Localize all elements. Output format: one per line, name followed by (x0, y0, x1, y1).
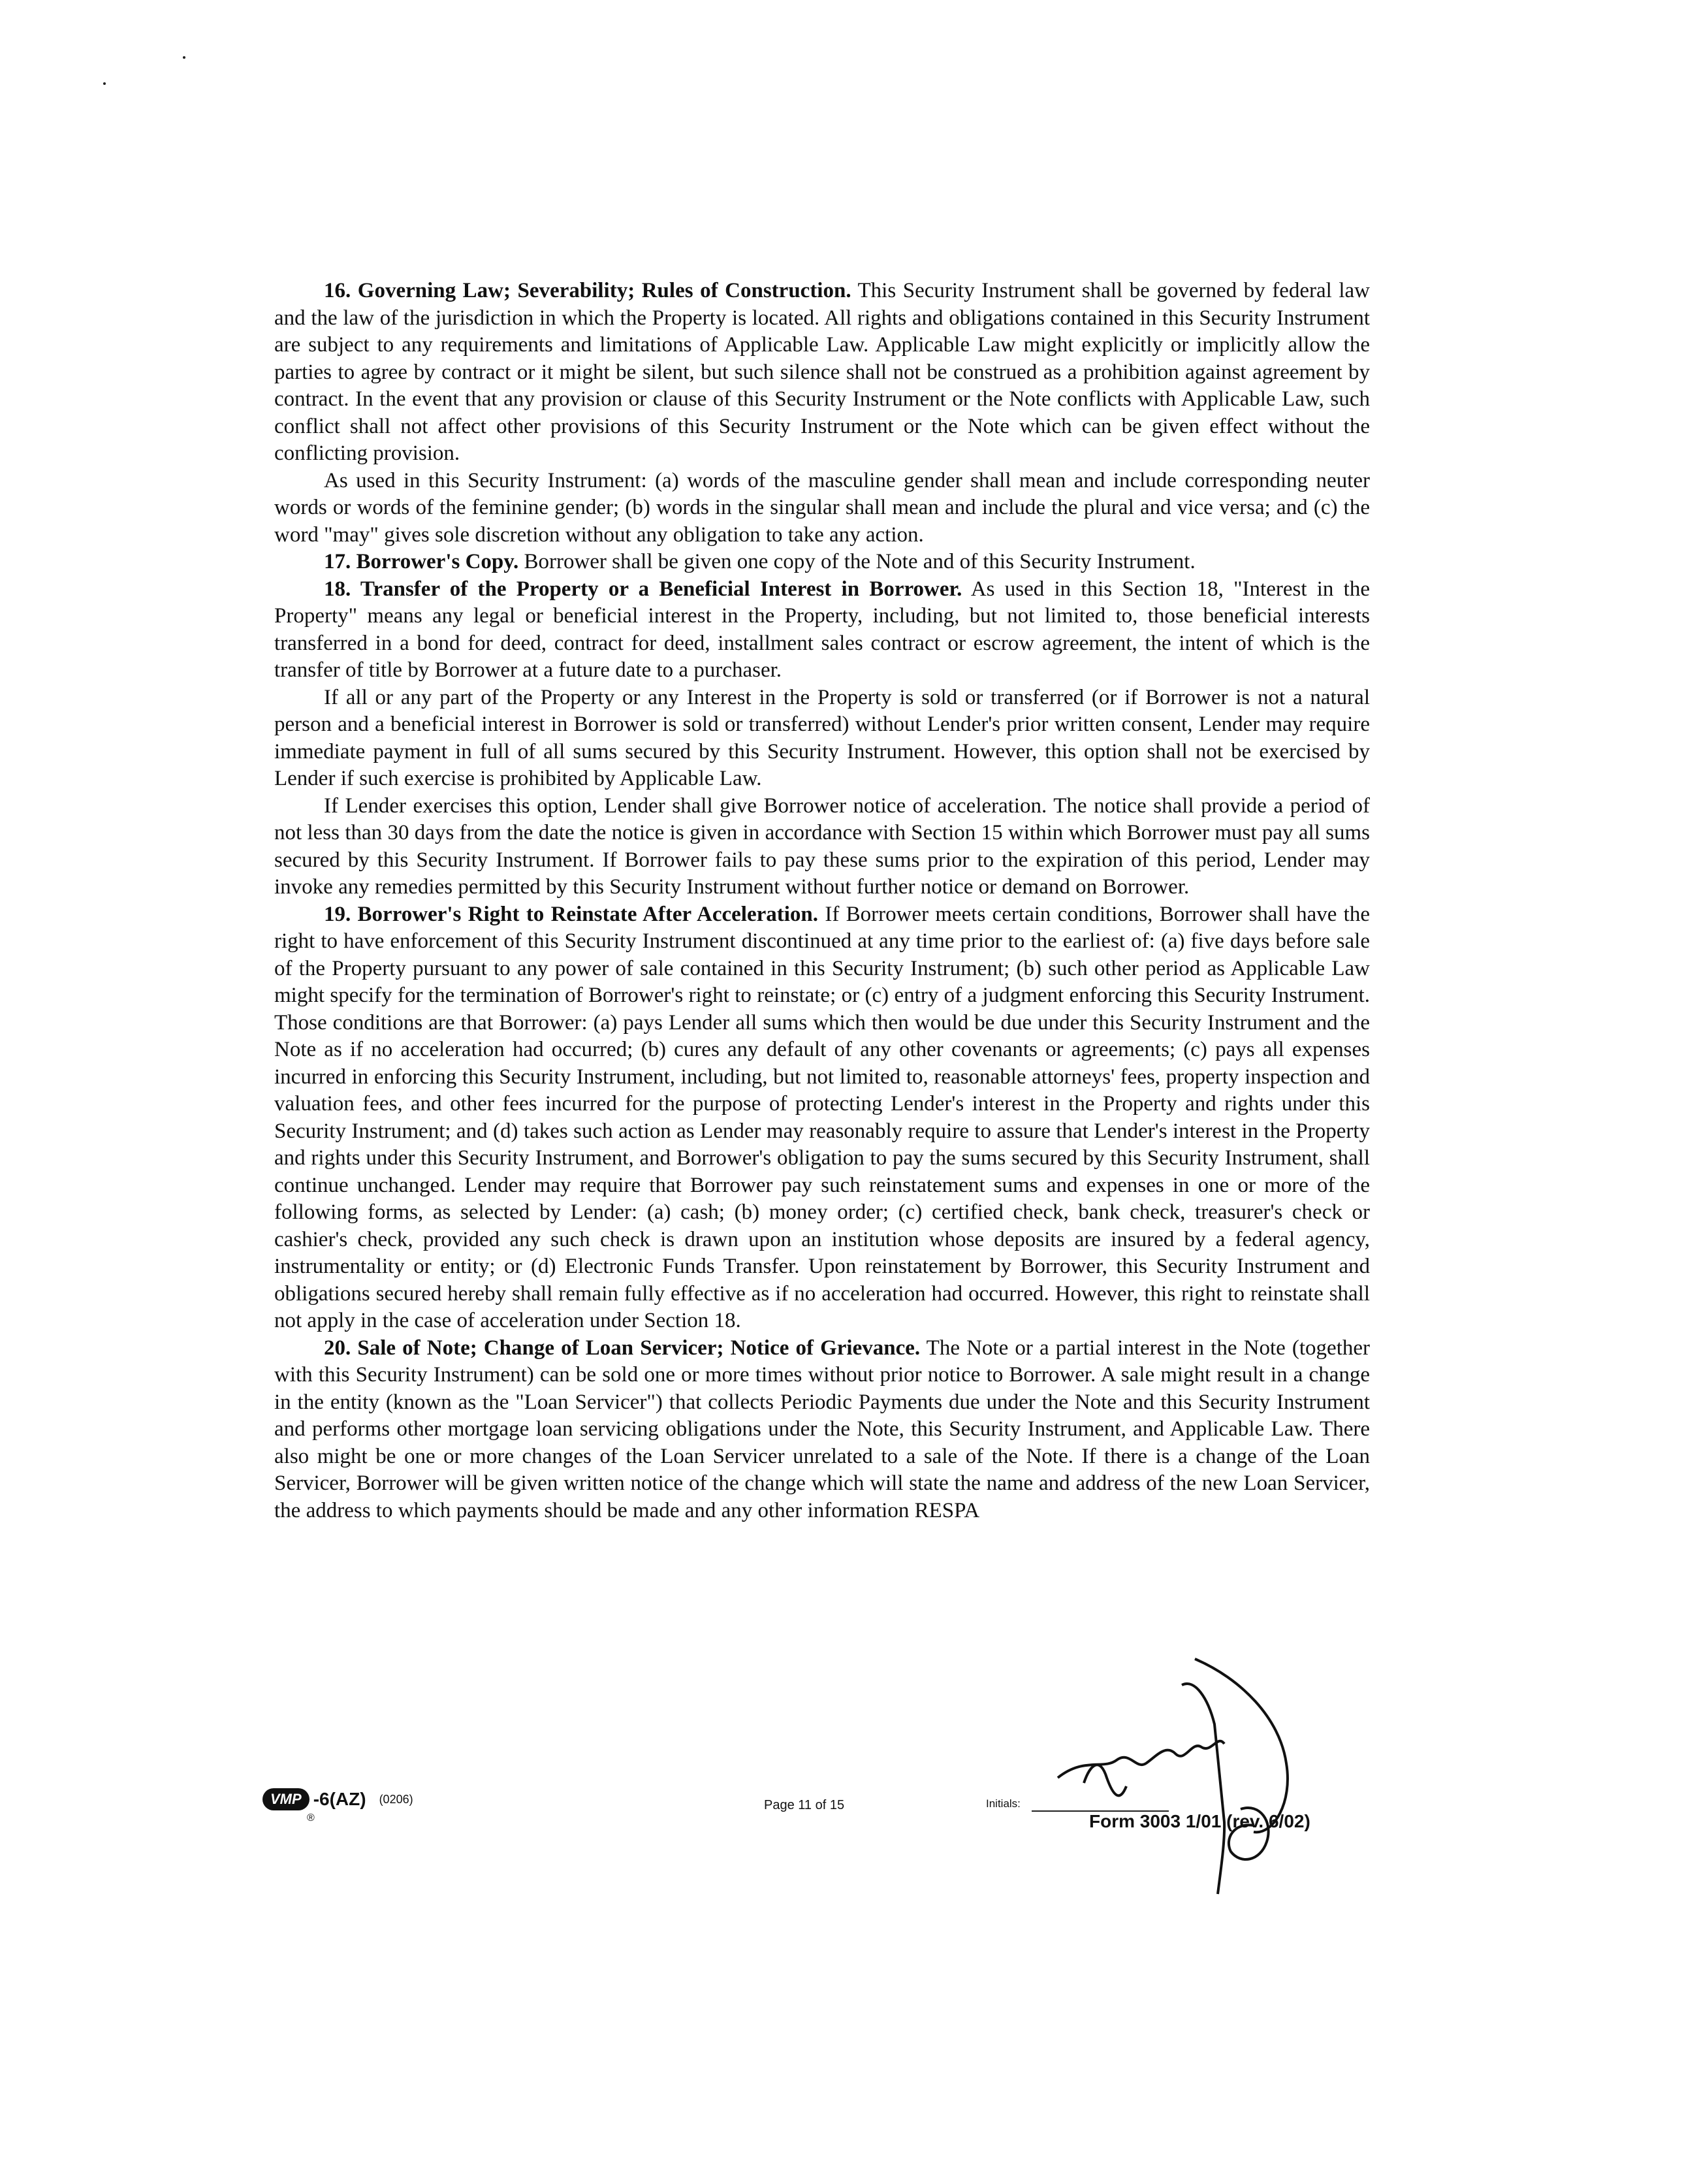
registered-mark-icon: ® (307, 1812, 315, 1823)
form-code: -6(AZ) (313, 1789, 366, 1809)
paragraph-text: If Borrower meets certain conditions, Borrower shall have the right to have enforcement of this Security Instrument discontinued at any time prior to the earliest of: (a) five days before sale of the Property pursuant to any power of sale contained in this Security Instrument; (b) such other period as Applicable Law might specify for the termination of Borrower's right to reinstate; or (c) entry of a judgment enforcing this Security Instrument. Those conditions are that Borrower: (a) pays Lender all sums which then would be due under this Security Instrument and the Note as if no acceleration had occurred; (b) cures any default of any other covenants or agreements; (c) pays all expenses incurred in enforcing this Security Instrument, including, but not limited to, reasonable attorneys' fees, property inspection and valuation fees, and other fees incurred for the purpose of protecting Lender's interest in the Property and rights under this Security Instrument; and (d) takes such action as Lender may reasonably require to assure that Lender's interest in the Property and rights under this Security Instrument, and Borrower's obligation to pay the sums secured by this Security Instrument, shall continue unchanged. Lender may require that Borrower pay such reinstatement sums and expenses in one or more of the following forms, as selected by Lender: (a) cash; (b) money order; (c) certified check, bank check, treasurer's check or cashier's check, provided any such check is drawn upon an institution whose deposits are insured by a federal agency, instrumentality or entity; or (d) Electronic Funds Transfer. Upon reinstatement by Borrower, this Security Instrument and obligations secured hereby shall remain fully effective as if no acceleration had occurred. However, this right to reinstate shall not apply in the case of acceleration under Section 18. (274, 902, 1370, 1332)
section-heading: 20. Sale of Note; Change of Loan Servicer; Notice of Grievance. (324, 1336, 921, 1360)
paragraph-text: As used in this Security Instrument: (a) words of the masculine gender shall mean and include corresponding neuter words or words of the feminine gender; (b) words in the singular shall mean and include the plural and vice versa; and (c) the word "may" gives sole discretion without any obligation to take any action. (274, 468, 1370, 547)
section-heading: 17. Borrower's Copy. (324, 550, 519, 573)
form-logo (262, 1788, 413, 1810)
section-heading: 18. Transfer of the Property or a Beneficial Interest in Borrower. (324, 577, 962, 601)
form-number: Form 3003 1/01 (rev. 6/02) (1089, 1811, 1310, 1831)
form-date: (0206) (379, 1792, 413, 1806)
paragraph-20 (274, 1335, 1370, 1525)
paragraph-16 (274, 278, 1370, 468)
paragraph-18 (274, 576, 1370, 684)
paragraph-16-construction (274, 468, 1370, 549)
paragraph-19 (274, 901, 1370, 1335)
page-number: Page 11 of 15 (764, 1798, 845, 1812)
paragraph-17 (274, 549, 1370, 576)
paragraph-text: As used in this Section 18, "Interest in the Property" means any legal or beneficial interest in the Property, including, but not limited to, those beneficial interests transferred in a bond for deed, contract for deed, installment sales contract or escrow agreement, the intent of which is the transfer of title by Borrower at a future date to a purchaser. (274, 577, 1370, 682)
paragraph-text: This Security Instrument shall be governed by federal law and the law of the jurisdiction in which the Property is located. All rights and obligations contained in this Security Instrument are subject to any requirements and limitations of Applicable Law. Applicable Law might explicitly or implicitly allow the parties to agree by contract or it might be silent, but such silence shall not be construed as a prohibition against agreement by contract. In the event that any provision or clause of this Security Instrument or the Note conflicts with Applicable Law, such conflict shall not affect other provisions of this Security Instrument or the Note which can be given effect without the conflicting provision. (274, 279, 1370, 465)
paragraph-text: If all or any part of the Property or any Interest in the Property is sold or transferred (or if Borrower is not a natural person and a beneficial interest in Borrower is sold or transferred) without Lender's prior written consent, Lender may require immediate payment in full of all sums secured by this Security Instrument. However, this option shall not be exercised by Lender if such exercise is prohibited by Applicable Law. (274, 685, 1370, 790)
paragraph-18-acceleration (274, 793, 1370, 901)
initials-signature (1045, 1607, 1332, 1920)
paragraph-text: The Note or a partial interest in the Note (together with this Security Instrument) can be sold one or more times without prior notice to Borrower. A sale might result in a change in the entity (known as the "Loan Servicer") that collects Periodic Payments due under the Note and this Security Instrument and performs other mortgage loan servicing obligations under the Note, this Security Instrument, and Applicable Law. There also might be one or more changes of the Loan Servicer unrelated to a sale of the Note. If there is a change of the Loan Servicer, Borrower will be given written notice of the change which will state the name and address of the new Loan Servicer, the address to which payments should be made and any other information RESPA (274, 1336, 1371, 1522)
section-heading: 16. Governing Law; Severability; Rules of Construction. (324, 279, 851, 302)
paragraph-18-transfer (274, 684, 1370, 793)
scan-speck (183, 56, 185, 59)
section-heading: 19. Borrower's Right to Reinstate After Acceleration. (324, 902, 819, 926)
scan-speck (103, 82, 106, 85)
document-body (274, 278, 1370, 1524)
initials-label: Initials: (986, 1797, 1021, 1810)
vmp-logo: VMP (262, 1788, 309, 1810)
paragraph-text: Borrower shall be given one copy of the Note and of this Security Instrument. (518, 550, 1196, 573)
paragraph-text: If Lender exercises this option, Lender shall give Borrower notice of acceleration. The notice shall provide a period of not less than 30 days from the date the notice is given in accordance with Section 15 within which Borrower must pay all sums secured by this Security Instrument. If Borrower fails to pay these sums prior to the expiration of this period, Lender may invoke any remedies permitted by this Security Instrument without further notice or demand on Borrower. (274, 794, 1370, 899)
